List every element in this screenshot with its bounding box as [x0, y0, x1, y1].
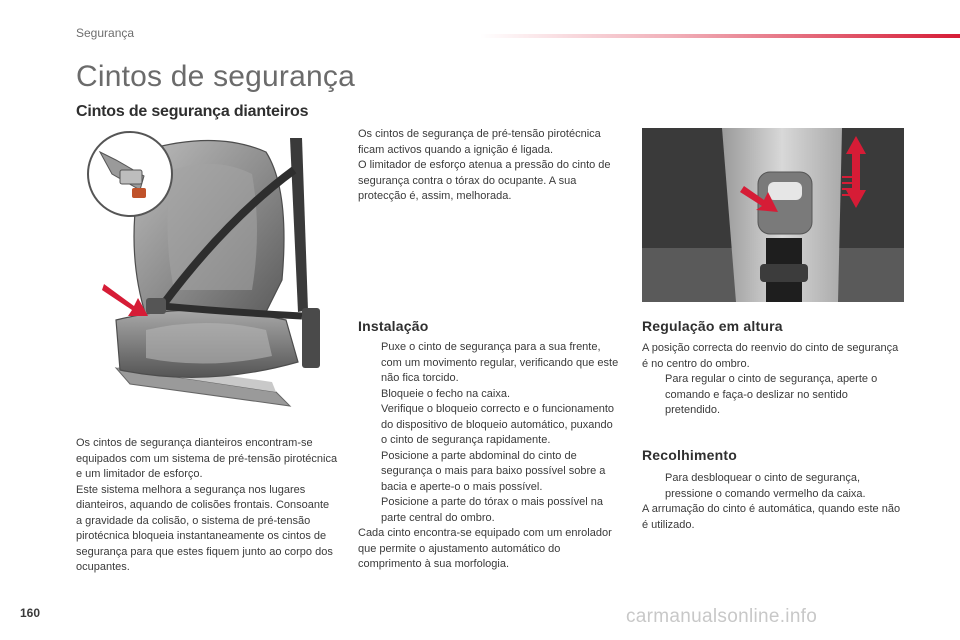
- retraction-step: [642, 471, 904, 502]
- page-title: Cintos de segurança: [76, 60, 355, 93]
- step-text: Posicione a parte abdominal do cinto de segurança o mais para baixo possível sobre a bacia e aperte-o o mais possível.: [381, 449, 606, 493]
- installation-step: [358, 402, 620, 449]
- retraction-heading: Recolhimento: [642, 447, 737, 463]
- left-paragraph-1: Os cintos de segurança dianteiros encontram-se equipados com um sistema de pré-tensão pirotécnica e um limitador de esforço.: [76, 437, 338, 480]
- section-label: Segurança: [76, 26, 135, 40]
- seat-illustration: [76, 130, 340, 420]
- middle-intro-1: Os cintos de segurança de pré-tensão pirotécnica ficam activos quando a ignição é ligada.: [358, 128, 601, 156]
- retraction-steps: [642, 471, 904, 502]
- height-heading: Regulação em altura: [642, 318, 783, 334]
- header-accent-bar: [480, 34, 960, 38]
- page-number: 160: [20, 606, 41, 620]
- installation-step: [358, 387, 620, 403]
- height-adjuster-photo: [642, 128, 904, 302]
- step-text: Bloqueie o fecho na caixa.: [381, 387, 511, 400]
- installation-step: [358, 340, 620, 387]
- height-steps: [642, 372, 904, 419]
- left-paragraph-2: Este sistema melhora a segurança nos lugares dianteiros, aquando de colisões frontais. Consoante a gravidade da colisão, o sistema de pré-tensão pirotécnica bloqueia instantaneamente os cintos de segurança para que estes fiquem junto ao corpo dos ocupantes.: [76, 483, 333, 573]
- middle-intro-2: O limitador de esforço atenua a pressão do cinto de segurança contra o tórax do ocupante. A sua protecção é, assim, melhorada.: [358, 159, 611, 202]
- step-text: Para desbloquear o cinto de segurança, pressione o comando vermelho da caixa.: [665, 472, 866, 500]
- watermark-link[interactable]: carmanualsonline.info: [626, 606, 818, 627]
- step-text: Verifique o bloqueio correcto e o funcionamento do dispositivo de bloqueio automático, puxando o cinto de segurança rapidamente.: [381, 403, 614, 446]
- step-text: Para regular o cinto de segurança, aperte o comando e faça-o deslizar no sentido pretendido.: [665, 373, 878, 416]
- retraction-section: [642, 471, 904, 533]
- page-subtitle: Cintos de segurança dianteiros: [76, 103, 309, 120]
- height-section: [642, 341, 904, 419]
- left-column-text: [76, 436, 338, 576]
- retraction-footer: A arrumação do cinto é automática, quando este não é utilizado.: [642, 503, 901, 531]
- installation-footer: Cada cinto encontra-se equipado com um enrolador que permite o ajustamento automático do comprimento à sua morfologia.: [358, 527, 612, 570]
- installation-steps: [358, 340, 620, 526]
- installation-step: [358, 449, 620, 496]
- height-step: [642, 372, 904, 419]
- installation-section: [358, 340, 620, 573]
- step-text: Posicione a parte do tórax o mais possível na parte central do ombro.: [381, 496, 603, 524]
- step-text: Puxe o cinto de segurança para a sua frente, com um movimento regular, verificando que este não fica torcido.: [381, 341, 619, 384]
- height-intro: A posição correcta do reenvio do cinto de segurança é no centro do ombro.: [642, 342, 899, 370]
- installation-step: [358, 495, 620, 526]
- installation-heading: Instalação: [358, 318, 429, 334]
- middle-intro-text: [358, 127, 620, 205]
